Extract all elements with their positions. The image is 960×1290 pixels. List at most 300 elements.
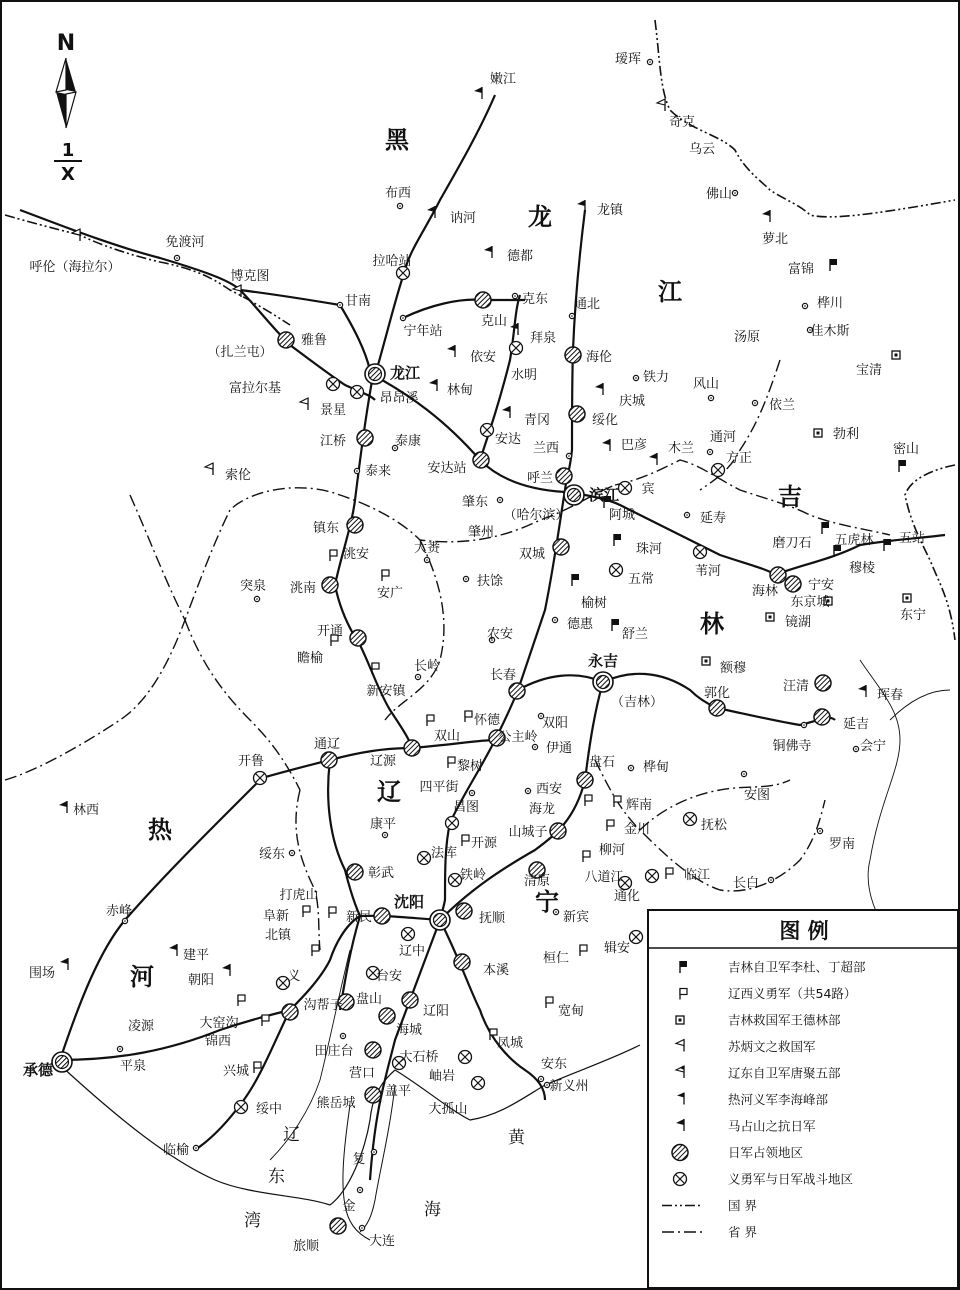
place-marker — [580, 945, 587, 956]
place-label: 青冈 — [523, 413, 551, 428]
place-marker — [427, 715, 434, 726]
place-marker — [649, 453, 657, 465]
place-label: 铜佛寺 — [772, 739, 812, 754]
place-marker — [593, 672, 613, 692]
place-marker — [525, 788, 530, 793]
place-label: 长春 — [489, 668, 517, 683]
place-label: 新安镇 — [366, 684, 406, 699]
place-label: 安东 — [540, 1057, 568, 1072]
place-label: 龙镇 — [596, 203, 624, 218]
place-marker — [303, 906, 310, 917]
place-marker — [817, 828, 822, 833]
place-marker — [351, 386, 364, 399]
place-label: 辽阳 — [422, 1004, 450, 1019]
province-char: 热 — [148, 816, 172, 844]
place-marker — [374, 908, 390, 924]
place-label: 康平 — [369, 817, 397, 832]
place-label: 田庄台 — [314, 1044, 354, 1059]
place-label: 大赉 — [413, 541, 441, 556]
place-marker — [447, 345, 455, 357]
place-label: 双山 — [433, 729, 461, 744]
place-label: 赤峰 — [105, 904, 133, 919]
place-marker — [694, 546, 707, 559]
place-label: （扎兰屯） — [207, 345, 273, 360]
place-label: 大石桥 — [399, 1050, 439, 1065]
place-label: 金川 — [623, 822, 651, 837]
place-marker — [59, 801, 67, 813]
place-label: 嫩江 — [489, 72, 517, 87]
place-marker — [502, 406, 510, 418]
place-label: 承德 — [22, 1061, 54, 1079]
place-label: 海林 — [751, 584, 779, 599]
place-label: 汪清 — [782, 679, 810, 694]
place-label: 木兰 — [667, 441, 695, 456]
place-label: 临江 — [683, 868, 711, 883]
place-label: 大连 — [368, 1234, 396, 1249]
place-label: 奇克 — [668, 115, 696, 130]
place-marker — [347, 864, 363, 880]
place-label: 宽甸 — [557, 1004, 585, 1019]
place-marker — [404, 740, 420, 756]
place-label: 克山 — [480, 314, 508, 329]
place-label: 东京城 — [790, 595, 830, 610]
place-marker — [556, 468, 572, 484]
place-marker — [564, 485, 584, 505]
place-marker — [614, 534, 621, 546]
place-marker — [762, 210, 770, 222]
place-label: 凤城 — [496, 1036, 524, 1051]
place-label: 辽中 — [398, 944, 426, 959]
place-marker — [572, 574, 579, 586]
place-marker — [884, 539, 891, 551]
place-label: 新宾 — [562, 910, 590, 925]
place-marker — [354, 468, 359, 473]
place-label: 郭化 — [703, 686, 731, 701]
place-marker — [402, 928, 415, 941]
place-label: 营口 — [348, 1066, 376, 1081]
place-label: 安达站 — [427, 461, 467, 476]
place-label: 桦甸 — [642, 760, 670, 775]
place-label: 会宁 — [859, 739, 887, 754]
place-label: 兰西 — [532, 441, 560, 456]
place-marker — [429, 379, 437, 391]
place-marker — [815, 675, 831, 691]
place-label: 珠河 — [635, 542, 663, 557]
legend-item-label: 吉林自卫军李杜、丁超部 — [728, 959, 866, 975]
place-marker — [382, 832, 387, 837]
place-label: 德都 — [506, 249, 534, 264]
scale-denominator: X — [61, 164, 75, 185]
place-marker — [418, 852, 431, 865]
place-label: 泰来 — [364, 464, 392, 479]
place-label: 农安 — [486, 627, 514, 642]
place-label: 额穆 — [719, 661, 747, 676]
place-marker — [379, 1008, 395, 1024]
place-label: 滨江 — [588, 486, 620, 504]
place-label: 北镇 — [264, 928, 292, 943]
place-marker — [456, 903, 472, 919]
place-marker — [899, 460, 906, 472]
place-label: 克东 — [521, 292, 549, 307]
province-char: 辽 — [377, 778, 401, 806]
place-marker — [732, 190, 737, 195]
place-marker — [577, 772, 593, 788]
place-marker — [619, 482, 632, 495]
province-char: 吉 — [778, 483, 802, 511]
place-label: 海伦 — [585, 350, 613, 365]
place-label: 索伦 — [224, 468, 252, 483]
place-marker — [117, 1046, 122, 1051]
place-label: 铁力 — [642, 370, 670, 385]
place-label: 辽源 — [369, 754, 397, 769]
place-label: 龙江 — [389, 364, 421, 382]
place-label: 八道江 — [584, 870, 624, 885]
place-marker — [892, 351, 900, 359]
place-label: 山城子 — [508, 825, 548, 840]
place-label: 抚顺 — [478, 911, 506, 926]
place-label: 安图 — [743, 788, 771, 803]
place-label: 雅鲁 — [300, 333, 328, 348]
legend — [648, 910, 958, 1288]
place-label: 岫岩 — [428, 1069, 456, 1084]
place-label: 依兰 — [768, 398, 796, 413]
place-marker — [546, 997, 553, 1008]
place-marker — [512, 293, 517, 298]
place-marker — [402, 992, 418, 1008]
place-marker — [903, 594, 911, 602]
place-marker — [459, 1051, 472, 1064]
legend-item-label: 吉林救国军王德林部 — [728, 1012, 841, 1028]
place-marker — [684, 512, 689, 517]
province-char: 林 — [700, 610, 724, 638]
place-marker — [357, 430, 373, 446]
place-label: 双阳 — [541, 716, 569, 731]
place-marker — [430, 910, 450, 930]
place-marker — [415, 674, 420, 679]
place-marker — [709, 700, 725, 716]
place-label: 围场 — [28, 966, 56, 981]
place-label: 抚松 — [700, 818, 728, 833]
place-label: 桓仁 — [542, 951, 570, 966]
place-label: 洮南 — [289, 581, 317, 596]
place-marker — [357, 1187, 362, 1192]
place-marker — [802, 303, 807, 308]
place-marker — [666, 868, 673, 879]
place-label: 肇州 — [467, 525, 495, 540]
place-label: 甘南 — [344, 294, 372, 309]
place-label: 柳河 — [598, 843, 626, 858]
legend-item-label: 辽东自卫军唐聚五部 — [728, 1065, 841, 1081]
place-label: 海城 — [395, 1023, 423, 1038]
place-marker — [463, 576, 468, 581]
place-marker — [569, 313, 574, 318]
place-label: 沈阳 — [393, 893, 425, 911]
place-marker — [330, 1218, 346, 1234]
place-label: 珲春 — [876, 688, 904, 703]
place-marker — [566, 453, 571, 458]
place-marker — [814, 709, 830, 725]
place-label: 建平 — [182, 948, 210, 963]
place-label: 镇东 — [312, 521, 340, 536]
place-label: 肇东 — [461, 495, 489, 510]
place-label: 通辽 — [313, 737, 341, 752]
place-marker — [278, 332, 294, 348]
place-label: 锦西 — [204, 1034, 232, 1049]
place-marker — [702, 657, 710, 665]
place-marker — [612, 619, 619, 631]
place-label: 新民 — [345, 910, 373, 925]
place-label: 通北 — [573, 297, 601, 312]
place-label: 朝阳 — [187, 973, 215, 988]
legend-item-label: 热河义军李海峰部 — [728, 1092, 829, 1107]
place-marker — [337, 302, 342, 307]
place-marker — [473, 452, 489, 468]
place-label: 台安 — [375, 969, 403, 984]
place-label: 开鲁 — [237, 754, 265, 769]
place-marker — [169, 944, 177, 956]
place-label: 瑷珲 — [614, 52, 642, 67]
place-label: 沟帮子 — [303, 998, 343, 1013]
place-label: 铁岭 — [459, 868, 487, 883]
place-marker — [577, 200, 585, 212]
place-label: 富锦 — [787, 262, 815, 277]
legend-item-label: 省 界 — [728, 1224, 757, 1240]
place-marker — [448, 757, 455, 768]
place-marker — [858, 685, 866, 697]
place-marker — [509, 683, 525, 699]
place-marker — [122, 918, 127, 923]
place-label: 镜湖 — [784, 615, 812, 630]
place-label: 安广 — [376, 586, 404, 601]
place-label: 长岭 — [413, 659, 441, 674]
place-marker — [497, 497, 502, 502]
place-label: 开通 — [316, 624, 344, 639]
place-marker — [647, 59, 652, 64]
place-marker — [350, 630, 366, 646]
place-label: 依安 — [469, 350, 497, 365]
legend-item-label: 国 界 — [728, 1198, 757, 1213]
place-marker — [340, 1033, 345, 1038]
place-label: 瞻榆 — [296, 651, 324, 666]
place-label: 金 — [342, 1199, 356, 1214]
place-marker — [365, 1087, 381, 1103]
place-label: 盘山 — [355, 992, 383, 1007]
legend-item-label: 义勇军与日军战斗地区 — [728, 1171, 854, 1187]
place-label: 本溪 — [482, 963, 510, 978]
place-marker — [766, 613, 774, 621]
place-label: 富拉尔基 — [228, 381, 282, 396]
place-label: 兴城 — [222, 1064, 250, 1079]
province-char: 龙 — [528, 203, 552, 231]
place-marker — [400, 315, 405, 320]
legend-title: 图 例 — [779, 919, 829, 943]
place-label: 昂昂溪 — [379, 391, 419, 406]
place-marker — [347, 517, 363, 533]
provincial-borders — [5, 360, 890, 950]
place-marker — [193, 1145, 198, 1150]
place-marker — [465, 711, 472, 722]
place-label: 长白 — [732, 876, 760, 891]
place-marker — [583, 851, 590, 862]
place-label: 呼兰 — [526, 471, 554, 486]
place-marker — [752, 400, 757, 405]
sea-char: 辽 — [283, 1125, 300, 1145]
place-marker — [359, 1225, 364, 1230]
place-label: 绥东 — [258, 847, 286, 862]
place-label: 怀德 — [473, 713, 501, 728]
place-marker — [469, 790, 474, 795]
place-label: 四平街 — [419, 780, 459, 795]
place-marker — [312, 945, 319, 956]
place-marker — [371, 1149, 376, 1154]
place-label: 绥中 — [255, 1102, 283, 1117]
place-marker — [60, 958, 68, 970]
place-label: 西安 — [535, 782, 563, 797]
sea-char: 东 — [268, 1167, 285, 1187]
place-marker — [550, 823, 566, 839]
place-label: 穆棱 — [848, 561, 876, 576]
place-marker — [712, 464, 725, 477]
place-marker — [382, 570, 389, 581]
place-label: 旅顺 — [292, 1239, 320, 1254]
place-marker — [768, 877, 773, 882]
place-marker — [707, 449, 712, 454]
place-marker — [741, 771, 746, 776]
place-label: 延寿 — [699, 511, 727, 526]
legend-item-label: 辽西义勇军（共54路） — [728, 986, 857, 1001]
place-label: 延吉 — [842, 717, 870, 732]
north-label: N — [56, 31, 76, 56]
place-label: 昌图 — [452, 800, 480, 815]
place-marker — [474, 87, 482, 99]
place-marker — [770, 567, 786, 583]
place-label: 榆树 — [580, 596, 608, 611]
place-marker — [289, 850, 294, 855]
place-label: 林甸 — [446, 383, 474, 398]
place-marker — [633, 375, 638, 380]
place-label: 罗南 — [828, 837, 856, 852]
place-marker — [484, 246, 492, 258]
place-label: 阜新 — [262, 909, 290, 924]
place-label: （吉林） — [610, 695, 664, 710]
place-marker — [607, 820, 614, 831]
place-marker — [365, 1042, 381, 1058]
place-label: 临榆 — [162, 1143, 190, 1158]
place-marker — [329, 907, 336, 918]
place-label: 宁安 — [807, 578, 835, 593]
place-label: 绥化 — [591, 413, 619, 428]
place-label: 五虎林 — [834, 533, 874, 548]
province-char: 江 — [658, 278, 682, 306]
place-label: 苇河 — [694, 564, 722, 579]
place-marker — [254, 772, 267, 785]
place-marker — [475, 292, 491, 308]
sea-char: 海 — [424, 1200, 441, 1220]
place-label: 法库 — [430, 846, 458, 861]
place-label: 密山 — [892, 442, 920, 457]
place-marker — [235, 1101, 248, 1114]
legend-item-label: 马占山之抗日军 — [728, 1118, 816, 1134]
place-marker — [446, 817, 459, 830]
place-marker — [262, 1015, 269, 1026]
place-marker — [553, 539, 569, 555]
place-label: 开源 — [470, 836, 498, 851]
place-marker — [853, 746, 858, 751]
place-label: 通化 — [613, 889, 641, 904]
place-label: 平泉 — [119, 1059, 147, 1074]
place-marker — [801, 722, 806, 727]
place-label: （哈尔滨） — [503, 508, 569, 523]
place-marker — [822, 522, 829, 534]
place-marker — [646, 870, 659, 883]
place-label: 永吉 — [587, 652, 619, 670]
place-label: 辉南 — [625, 798, 653, 813]
place-label: 方正 — [725, 451, 753, 466]
place-label: 水明 — [510, 368, 538, 383]
place-marker — [630, 931, 643, 944]
place-marker — [322, 577, 338, 593]
place-label: 公主岭 — [498, 730, 538, 745]
sea-labels — [244, 1125, 526, 1231]
place-label: 伊通 — [545, 741, 573, 756]
place-marker — [472, 1077, 485, 1090]
place-marker — [532, 744, 537, 749]
place-label: 洮安 — [342, 547, 370, 562]
place-label: 桦川 — [816, 296, 844, 311]
place-marker — [481, 424, 494, 437]
place-marker — [785, 576, 801, 592]
place-label: 佛山 — [705, 187, 733, 202]
place-marker — [327, 378, 340, 391]
place-label: 彰武 — [367, 866, 395, 881]
province-char: 宁 — [535, 888, 559, 916]
place-label: 风山 — [692, 377, 720, 392]
place-label: 泰康 — [394, 434, 422, 449]
province-char: 河 — [130, 963, 154, 991]
province-char: 黑 — [385, 126, 409, 154]
place-label: 免渡河 — [165, 235, 205, 250]
place-marker — [708, 395, 713, 400]
place-label: 舒兰 — [621, 627, 649, 642]
place-marker — [585, 795, 592, 806]
place-label: 双城 — [518, 547, 546, 562]
place-label: 盘石 — [588, 755, 616, 770]
place-label: 盖平 — [384, 1084, 412, 1099]
place-marker — [610, 564, 623, 577]
place-label: 磨刀石 — [772, 536, 812, 551]
place-marker — [454, 954, 470, 970]
place-marker — [684, 813, 697, 826]
place-marker — [254, 596, 259, 601]
place-label: 宝清 — [855, 363, 883, 378]
sea-char: 黄 — [508, 1128, 525, 1148]
place-marker — [205, 463, 213, 475]
legend-item-label: 苏炳文之救国军 — [728, 1039, 816, 1054]
place-marker — [174, 255, 179, 260]
place-label: 安达 — [494, 432, 522, 447]
place-marker — [569, 406, 585, 422]
place-label: 海龙 — [528, 802, 556, 817]
place-label: 拉哈站 — [372, 254, 412, 269]
place-label: 汤原 — [733, 330, 761, 345]
place-marker — [657, 99, 665, 111]
place-label: 林西 — [72, 803, 100, 818]
place-label: 通河 — [709, 430, 737, 445]
place-marker — [424, 557, 429, 562]
place-label: 庆城 — [618, 394, 646, 409]
place-label: 东宁 — [899, 608, 927, 623]
place-marker — [602, 439, 610, 451]
